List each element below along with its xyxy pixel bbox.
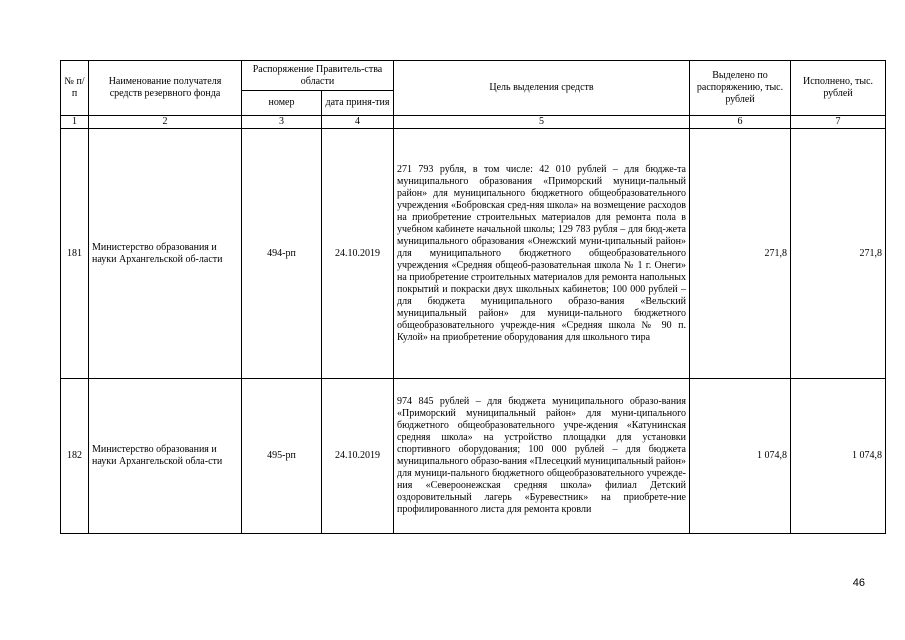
page-number: 46 <box>852 577 865 589</box>
row-order-number: 495-рп <box>242 379 322 534</box>
header-allocated: Выделено по распоряжению, тыс. рублей <box>690 61 791 116</box>
column-number: 7 <box>791 116 886 129</box>
row-recipient: Министерство образования и науки Архангельской об-ласти <box>89 129 242 379</box>
header-order-group: Распоряжение Правитель-ства области <box>242 61 394 91</box>
header-executed: Исполнено, тыс. рублей <box>791 61 886 116</box>
row-purpose: 974 845 рублей – для бюджета муниципального образо-вания «Приморский муниципальный район» для муни-ципального бюджетного общеобразовательного учре-ждения «Катунинская средняя школа» на устройство площадки для установки спортивного оборудования; 100 000 рублей – для бюджета муниципального образо-вания «Плесецкий муниципальный район» для муници-пального бюджетного общеобразовательного учрежде-ния «Североонежская средняя школа» филиал Детский оздоровительный лагерь «Буревестник» на приобрете-ние профилированного листа для ремонта кровли <box>394 379 690 534</box>
reserve-fund-table <box>60 60 886 534</box>
table-row <box>61 129 886 379</box>
row-allocated: 1 074,8 <box>690 379 791 534</box>
row-executed: 271,8 <box>791 129 886 379</box>
column-number: 4 <box>322 116 394 129</box>
header-order-number: номер <box>242 91 322 116</box>
column-number: 3 <box>242 116 322 129</box>
column-number-row <box>61 116 886 129</box>
row-order-number: 494-рп <box>242 129 322 379</box>
header-num: № п/п <box>61 61 89 116</box>
column-number: 6 <box>690 116 791 129</box>
header-recipient: Наименование получателя средств резервного фонда <box>89 61 242 116</box>
row-num: 181 <box>61 129 89 379</box>
column-number: 2 <box>89 116 242 129</box>
header-purpose: Цель выделения средств <box>394 61 690 116</box>
row-order-date: 24.10.2019 <box>322 129 394 379</box>
table-row <box>61 379 886 534</box>
column-number: 5 <box>394 116 690 129</box>
header-order-date: дата приня-тия <box>322 91 394 116</box>
row-recipient: Министерство образования и науки Архангельской обла-сти <box>89 379 242 534</box>
row-allocated: 271,8 <box>690 129 791 379</box>
row-executed: 1 074,8 <box>791 379 886 534</box>
row-num: 182 <box>61 379 89 534</box>
column-number: 1 <box>61 116 89 129</box>
row-purpose: 271 793 рубля, в том числе: 42 010 рублей – для бюдже-та муниципального образования «Приморский муници-пальный район» для муниципального бюджетного общеобразовательного учреждения «Бобровская сред-няя школа» на возмещение расходов на приобретение строительных материалов для ремонта пола в учебном кабинете начальной школы; 129 783 рубля – для бюд-жета муниципального образования «Онежский муни-ципальный район» для муниципального бюджетного общеобразовательного учреждения «Средняя общеоб-разовательная школа № 1 г. Онеги» на приобретение строительных материалов для ремонта напольных покрытий и покраски двух школьных кабинетов; 100 000 рублей – для бюджета муниципального образо-вания «Вельский муниципальный район» для муници-пального бюджетного общеобразовательного учрежде-ния «Средняя школа № 90 п. Кулой» на приобретение оборудования для школьного тира <box>394 129 690 379</box>
row-order-date: 24.10.2019 <box>322 379 394 534</box>
